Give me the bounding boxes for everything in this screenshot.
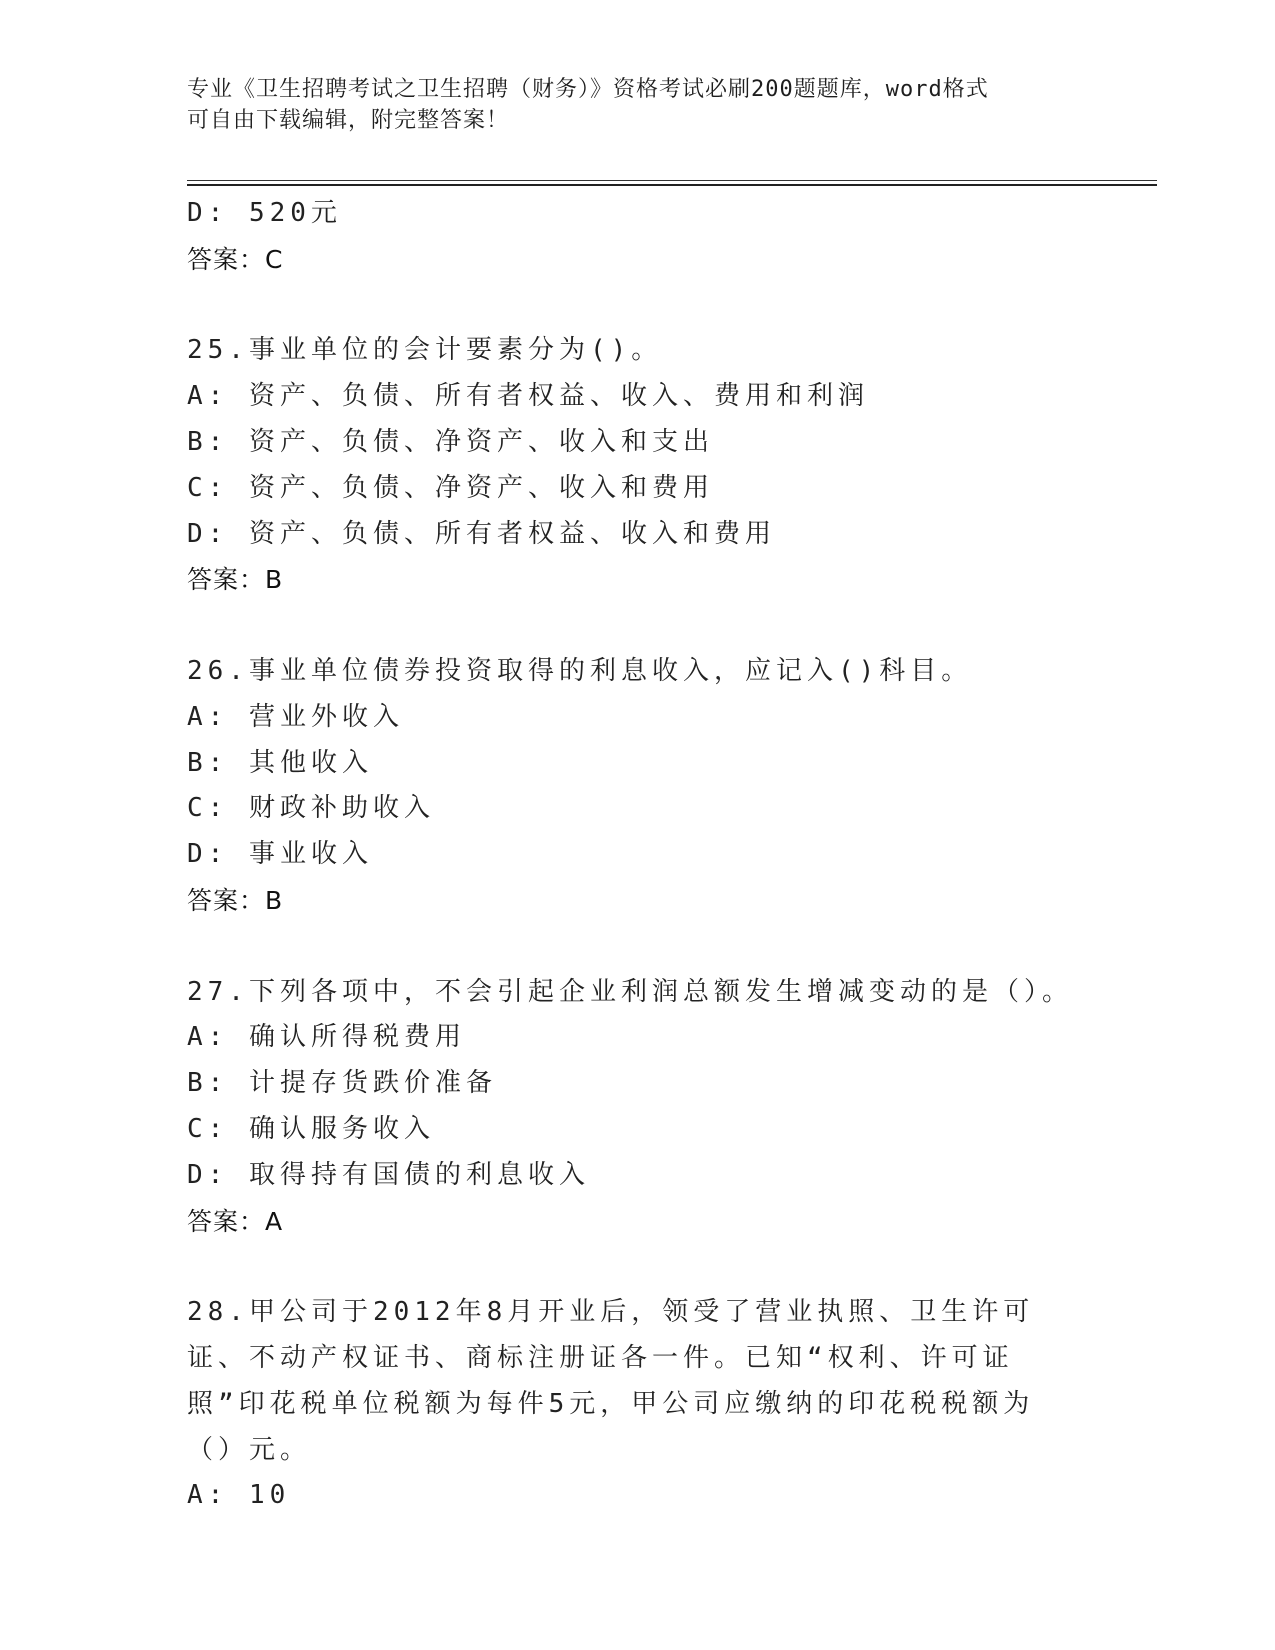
header-divider-thin <box>187 180 1157 181</box>
option-d: D: 事业收入 <box>187 839 373 870</box>
answer-line: 答案：A <box>187 1206 284 1236</box>
option-c: C: 确认服务收入 <box>187 1113 435 1144</box>
document-body <box>187 191 1073 1519</box>
question-stem: 27.下列各项中，不会引起企业利润总额发生增减变动的是（）。 <box>187 976 1073 1007</box>
question-stem: 26.事业单位债券投资取得的利息收入，应记入()科目。 <box>187 655 973 686</box>
option-c: C: 资产、负债、净资产、收入和费用 <box>187 472 714 503</box>
option-a: A: 10 <box>187 1480 291 1511</box>
question-stem: 25.事业单位的会计要素分为()。 <box>187 335 663 366</box>
question-25 <box>187 328 1067 603</box>
header-line-1: 专业《卫生招聘考试之卫生招聘（财务）》资格考试必刷200题题库，word格式 <box>187 77 989 102</box>
option-b: B: 计提存货跌价准备 <box>187 1068 497 1099</box>
option-a: A: 营业外收入 <box>187 701 404 732</box>
option-d: D: 取得持有国债的利息收入 <box>187 1159 590 1190</box>
option-d: D: 资产、负债、所有者权益、收入和费用 <box>187 518 776 549</box>
option-b: B: 资产、负债、净资产、收入和支出 <box>187 426 714 457</box>
header-line-2: 可自由下载编辑，附完整答案！ <box>187 108 510 133</box>
question-26 <box>187 649 1067 924</box>
answer-line: 答案：B <box>187 565 284 595</box>
spacer <box>187 283 1067 329</box>
spacer <box>187 603 1067 649</box>
answer-line: 答案：C <box>187 244 284 274</box>
header-divider-thick <box>187 184 1157 186</box>
option-a: A: 资产、负债、所有者权益、收入、费用和利润 <box>187 381 869 412</box>
document-header <box>187 74 1067 136</box>
answer-line: 答案：B <box>187 885 284 915</box>
spacer <box>187 1244 1067 1290</box>
option-c: C: 财政补助收入 <box>187 793 435 824</box>
option-b: B: 其他收入 <box>187 747 373 778</box>
option-a: A: 确认所得税费用 <box>187 1022 466 1053</box>
question-28 <box>187 1290 1067 1519</box>
question-stem: 28.甲公司于2012年8月开业后，领受了营业执照、卫生许可证、不动产权证书、商标注册证各一件。已知“权利、许可证照”印花税单位税额为每件5元，甲公司应缴纳的印花税税额为（）元。 <box>187 1297 1035 1465</box>
option-d: D: 520元 <box>187 198 342 228</box>
spacer <box>187 924 1067 970</box>
question-27 <box>187 970 1073 1245</box>
